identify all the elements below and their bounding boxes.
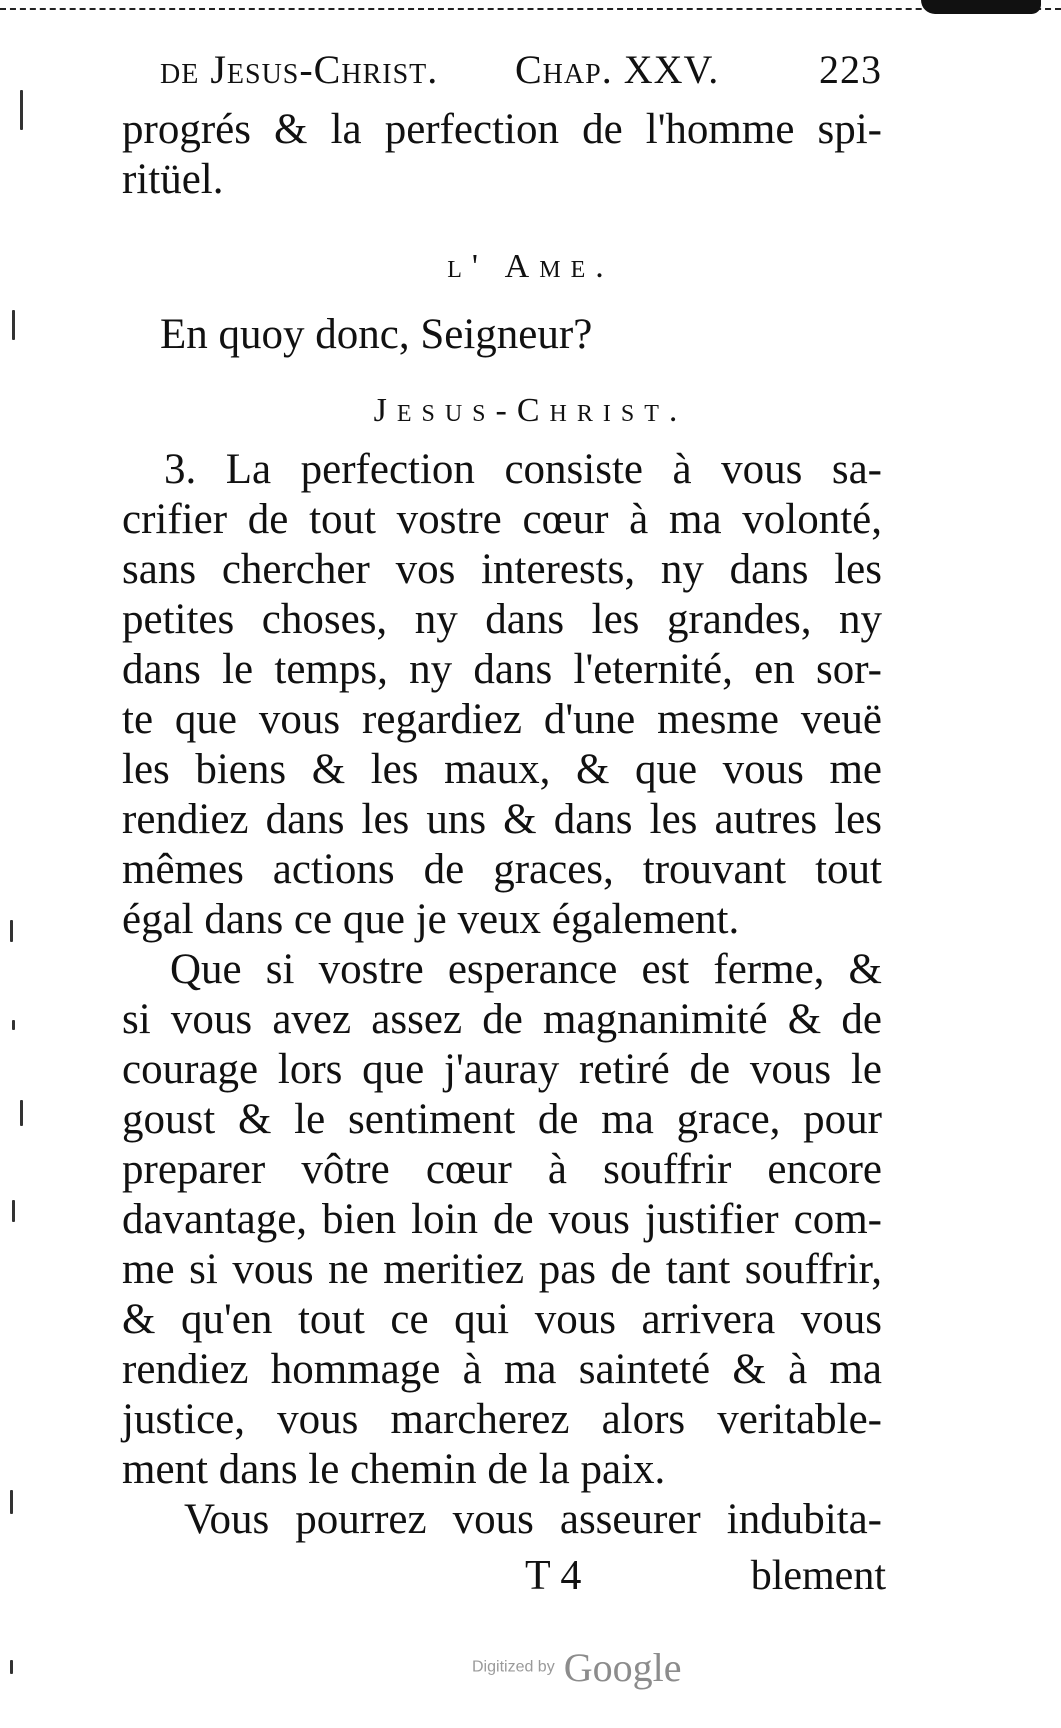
gutter-mark (10, 1490, 13, 1514)
text-line: progrés & la perfection de l'homme spi- (122, 106, 882, 153)
text-line: goust & le sentiment de ma grace, pour (122, 1096, 882, 1143)
text-line: égal dans ce que je veux également. (122, 896, 740, 943)
catchword: blement (750, 1553, 886, 1599)
watermark-prefix: Digitized by (472, 1658, 555, 1676)
text-line: justice, vous marcherez alors veritable- (122, 1396, 882, 1443)
text-line: crifier de tout vostre cœur à ma volonté, (122, 496, 882, 543)
running-title: de Jesus-Christ. (160, 47, 439, 92)
text-line: Vous pourrez vous asseurer indubita- (184, 1496, 882, 1543)
digitized-watermark (472, 1644, 682, 1691)
text-line: mêmes actions de graces, trouvant tout (122, 846, 882, 893)
text-line: me si vous ne meritiez pas de tant souffrir, (122, 1246, 882, 1293)
text-line: davantage, bien loin de vous justifier com- (122, 1196, 882, 1243)
watermark-brand: Google (563, 1645, 682, 1690)
gutter-mark (12, 310, 15, 340)
signature-mark: T 4 (525, 1553, 582, 1599)
page-top-edge (0, 0, 1061, 10)
gutter-mark (10, 1660, 13, 1674)
speaker-label-jesus-christ: Jesus-Christ. (373, 392, 688, 429)
page-number: 223 (819, 47, 882, 92)
chapter-label: Chap. XXV. (515, 47, 720, 92)
gutter-mark (10, 920, 13, 942)
text-line: petites choses, ny dans les grandes, ny (122, 596, 882, 643)
text-line: courage lors que j'auray retiré de vous le (122, 1046, 882, 1093)
text-line: rendiez hommage à ma sainteté & à ma (122, 1346, 882, 1393)
text-line: 3. La perfection consiste à vous sa- (164, 446, 882, 493)
text-line: te que vous regardiez d'une mesme veuë (122, 696, 882, 743)
text-line: rendiez dans les uns & dans les autres les (122, 796, 882, 843)
text-line: les biens & les maux, & que vous me (122, 746, 882, 793)
gutter-mark (20, 1100, 23, 1126)
text-line: si vous avez assez de magnanimité & de (122, 996, 882, 1043)
text-line: Que si vostre esperance est ferme, & (170, 946, 882, 993)
dialog-line: En quoy donc, Seigneur? (160, 311, 593, 358)
text-line: ment dans le chemin de la paix. (122, 1446, 666, 1493)
gutter-mark (12, 1200, 15, 1222)
ink-smudge (921, 0, 1041, 14)
speaker-label-ame: l' Ame. (447, 248, 614, 285)
text-line: & qu'en tout ce qui vous arrivera vous (122, 1296, 882, 1343)
gutter-mark (12, 1020, 15, 1030)
text-line: dans le temps, ny dans l'eternité, en sor- (122, 646, 882, 693)
text-line: ritüel. (122, 156, 224, 203)
gutter-mark (20, 90, 23, 130)
text-line: preparer vôtre cœur à souffrir encore (122, 1146, 882, 1193)
text-line: sans chercher vos interests, ny dans les (122, 546, 882, 593)
